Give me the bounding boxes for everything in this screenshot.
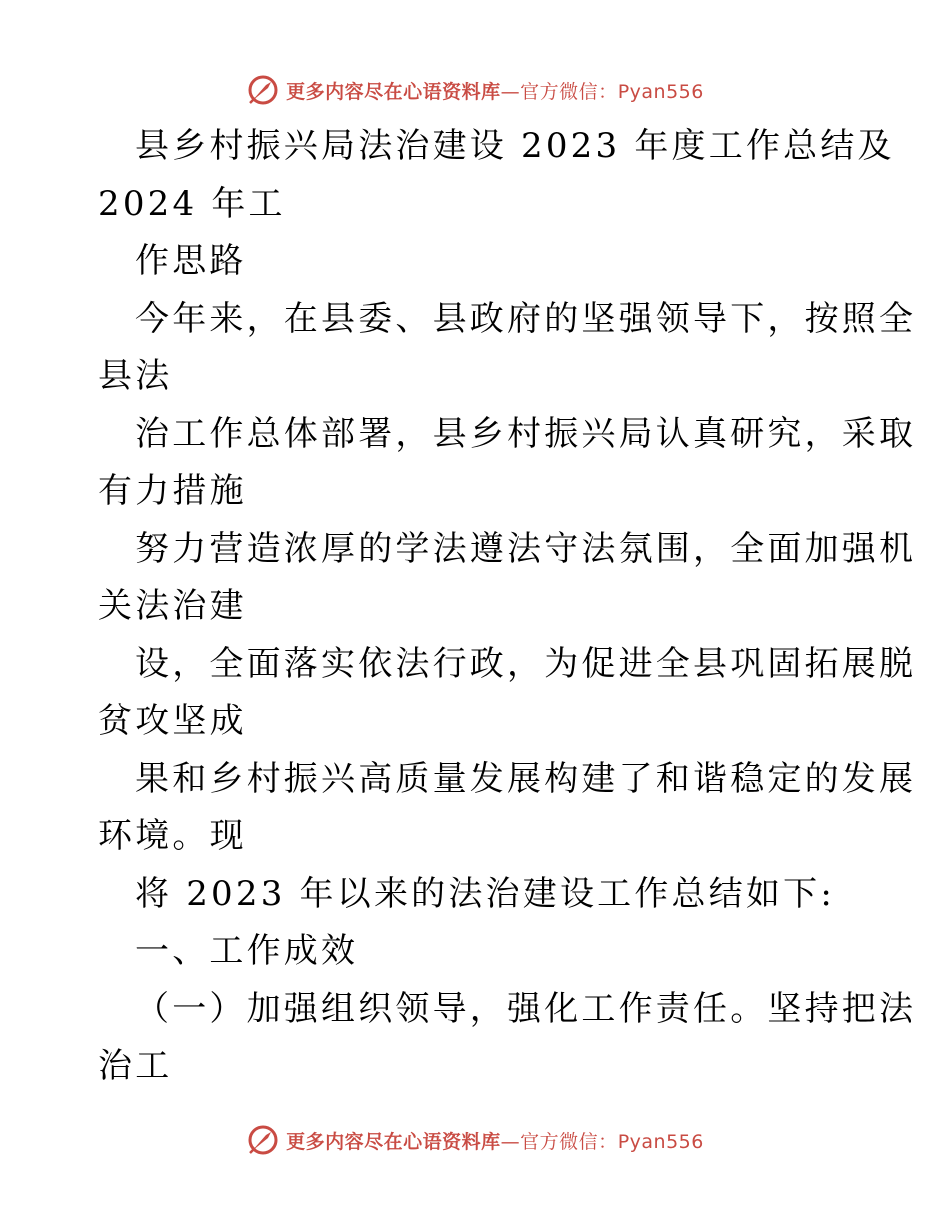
watermark-site: 更多内容尽在心语资料库 <box>286 1130 501 1153</box>
watermark-wechat-id: Pyan556 <box>617 80 704 103</box>
paragraph-line: 治工作总体部署，县乡村振兴局认真研究，采取 <box>135 413 917 454</box>
watermark-text <box>286 1127 704 1154</box>
watermark-wechat-id: Pyan556 <box>617 1130 704 1153</box>
title-line: 2024 年工 <box>98 183 286 224</box>
paragraph-line: 将 2023 年以来的法治建设工作总结如下: <box>135 873 835 914</box>
paragraph-line: 县法 <box>98 356 173 396</box>
title-line: 县乡村振兴局法治建设 2023 年度工作总结及 <box>135 126 895 166</box>
watermark-site: 更多内容尽在心语资料库 <box>286 80 501 103</box>
paragraph-line: 努力营造浓厚的学法遵法守法氛围，全面加强机 <box>135 528 917 569</box>
watermark-text <box>286 77 704 104</box>
watermark-separator: — <box>500 80 521 103</box>
paragraph-line: 有力措施 <box>98 471 247 511</box>
pen-nib-logo-icon <box>246 73 280 107</box>
paragraph-line: 设，全面落实依法行政，为促进全县巩固拓展脱 <box>135 643 917 684</box>
paragraph-line: 环境。现 <box>98 816 247 856</box>
paragraph-line: 今年来，在县委、县政府的坚强领导下，按照全 <box>135 298 917 339</box>
header-watermark <box>0 70 950 110</box>
watermark-wechat-label: 官方微信： <box>520 1130 618 1153</box>
subsection-heading-line: （一）加强组织领导，强化工作责任。坚持把法 <box>135 988 917 1029</box>
footer-watermark <box>0 1120 950 1160</box>
paragraph-line: 关法治建 <box>98 586 247 626</box>
paragraph-line: 治工 <box>98 1046 173 1086</box>
paragraph-line: 果和乡村振兴高质量发展构建了和谐稳定的发展 <box>135 758 917 799</box>
paragraph-line: 贫攻坚成 <box>98 701 247 741</box>
watermark-separator: — <box>500 1130 521 1153</box>
document-body <box>98 118 917 1096</box>
pen-nib-logo-icon <box>246 1123 280 1157</box>
section-heading: 一、工作成效 <box>135 931 359 971</box>
title-line: 作思路 <box>135 241 247 281</box>
watermark-wechat-label: 官方微信： <box>520 80 618 103</box>
